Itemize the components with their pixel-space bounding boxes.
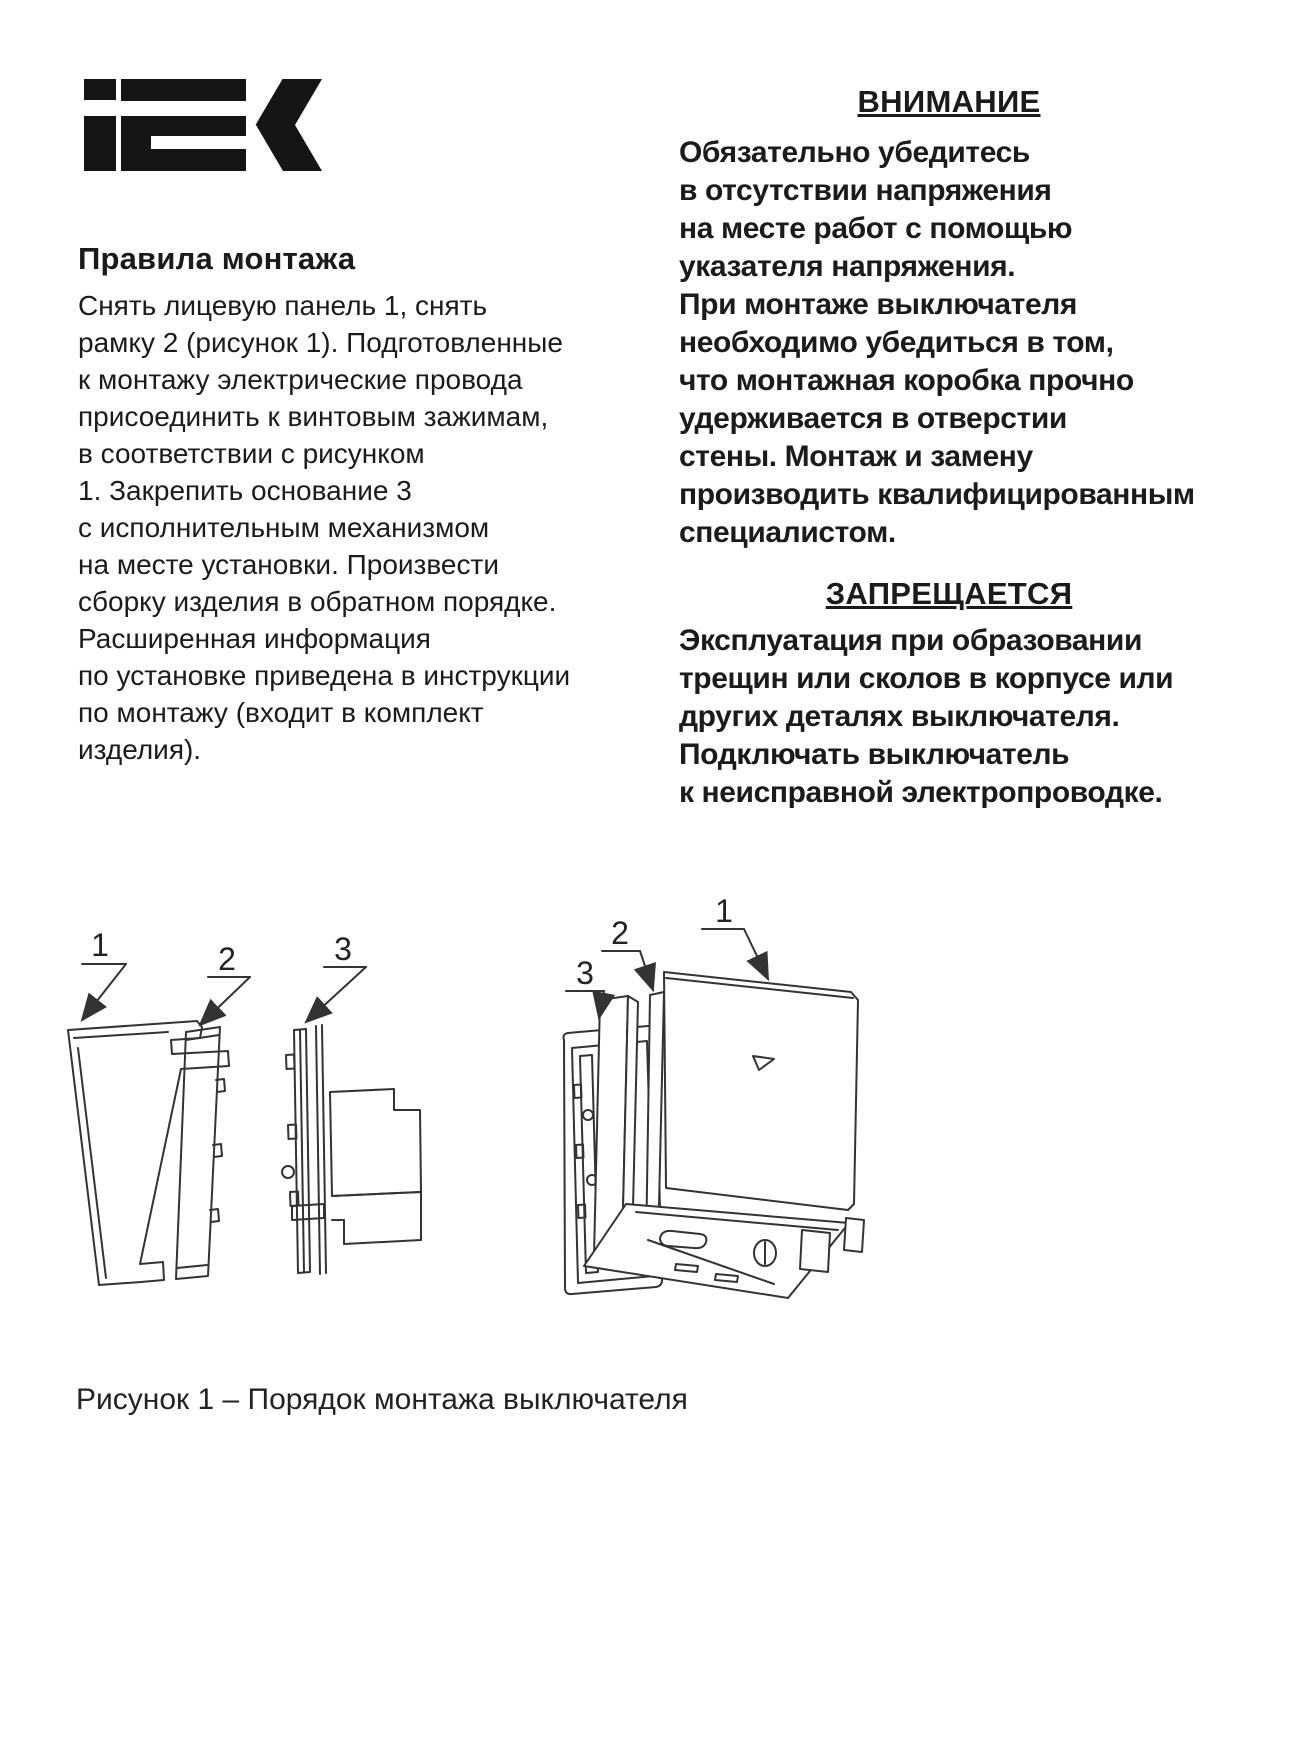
exploded-leaders — [82, 927, 366, 1025]
exploded-part-1-face-panel — [68, 1021, 229, 1285]
warning-paragraph — [679, 134, 1219, 552]
assembled-face-panel — [664, 972, 858, 1210]
prohibited-heading: ЗАПРЕЩАЕТСЯ — [825, 576, 1073, 611]
text-line: сборку изделия в обратном порядке. — [78, 586, 557, 617]
text-line: на месте установки. Произвести — [78, 549, 499, 580]
text-line: по монтажу (входит в комплект — [78, 697, 484, 728]
text-line: других деталях выключателя. — [679, 700, 1120, 733]
text-line: трещин или сколов в корпусе или — [679, 662, 1174, 695]
text-line: по установке приведена в инструкции — [78, 660, 571, 691]
part-label-1-exploded: 1 — [91, 927, 109, 963]
prohibited-paragraph — [679, 622, 1219, 812]
part-label-3-exploded: 3 — [334, 931, 352, 967]
text-line: рамку 2 (рисунок 1). Подготовленные — [78, 327, 563, 358]
text-line: Подключать выключатель — [679, 738, 1070, 771]
text-line: производить квалифицированным — [679, 478, 1195, 511]
install-rules-section — [78, 241, 618, 768]
text-line: в отсутствии напряжения — [679, 174, 1052, 207]
warning-heading: ВНИМАНИЕ — [857, 84, 1041, 119]
part-label-3-assembled: 3 — [576, 955, 594, 991]
text-line: стены. Монтаж и замену — [679, 440, 1033, 473]
figure-switch-mounting — [0, 880, 1303, 1350]
text-line: необходимо убедиться в том, — [679, 326, 1114, 359]
install-rules-paragraph — [78, 287, 618, 768]
text-line: указателя напряжения. — [679, 250, 1016, 283]
text-line: присоединить к винтовым зажимам, — [78, 401, 549, 432]
text-line: что монтажная коробка прочно — [679, 364, 1134, 397]
exploded-part-2-frame — [176, 1027, 225, 1279]
text-line: на месте работ с помощью — [679, 212, 1073, 245]
text-line: удерживается в отверстии — [679, 402, 1067, 435]
exploded-part-3-base — [282, 1025, 421, 1274]
section-heading: Правила монтажа — [78, 241, 356, 276]
text-line: Обязательно убедитесь — [679, 136, 1030, 169]
text-line: к монтажу электрические провода — [78, 364, 523, 395]
iek-logo-glyphs — [84, 79, 322, 171]
text-line: в соответствии с рисунком — [78, 438, 425, 469]
iek-logo — [84, 79, 324, 171]
text-line: Эксплуатация при образовании — [679, 624, 1142, 657]
assembled-view — [564, 893, 865, 1298]
exploded-view — [68, 927, 421, 1285]
part-label-2-exploded: 2 — [218, 941, 236, 977]
text-line: изделия). — [78, 734, 202, 765]
figure-caption: Рисунок 1 – Порядок монтажа выключателя — [76, 1383, 688, 1416]
text-line: к неисправной электропроводке. — [679, 776, 1163, 809]
text-line: специалистом. — [679, 516, 896, 549]
warnings-section — [679, 84, 1219, 812]
text-line: Расширенная информация — [78, 623, 431, 654]
text-line: с исполнительным механизмом — [78, 512, 490, 543]
text-line: Снять лицевую панель 1, снять — [78, 290, 488, 321]
text-line: При монтаже выключателя — [679, 288, 1077, 321]
part-label-1-assembled: 1 — [715, 893, 733, 929]
part-label-2-assembled: 2 — [611, 915, 629, 951]
text-line: 1. Закрепить основание 3 — [78, 475, 412, 506]
